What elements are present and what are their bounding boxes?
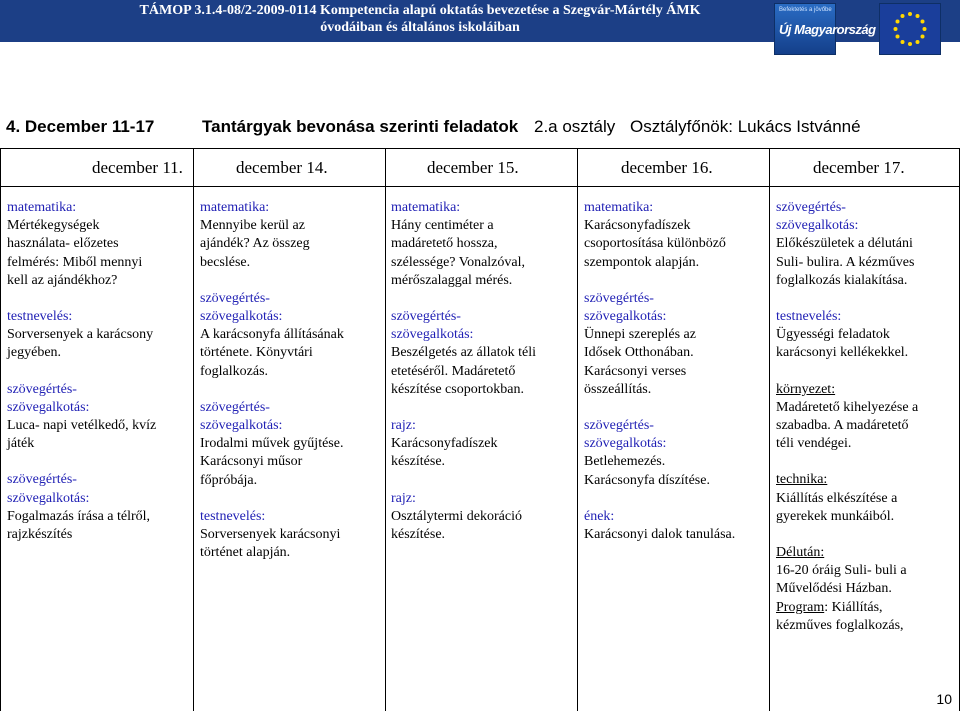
class-name: 2.a osztály xyxy=(534,117,616,136)
task-line: mérőszalaggal mérés. xyxy=(391,272,513,288)
task-line: Betlehemezés. xyxy=(584,454,666,470)
task-line: Karácsonyi dalok tanulása. xyxy=(584,527,736,543)
subject-label: technika: xyxy=(776,472,828,488)
subject-label: szövegértés- xyxy=(391,309,461,325)
task-block xyxy=(776,308,958,363)
task-line: ajándék? Az összeg xyxy=(200,236,310,252)
task-block xyxy=(391,417,575,472)
task-line: Hány centiméter a xyxy=(391,218,494,234)
subject-label: szövegértés- xyxy=(7,472,77,488)
table-top-border xyxy=(0,148,960,149)
subject-label: rajz: xyxy=(391,418,416,434)
task-line: használata- előzetes xyxy=(7,236,119,252)
task-line: Osztálytermi dekoráció xyxy=(391,508,523,524)
task-block xyxy=(7,471,191,544)
task-block xyxy=(584,417,767,490)
task-line: Fogalmazás írása a télről, xyxy=(7,508,151,524)
subject-label: matematika: xyxy=(391,200,461,215)
header-project-subtitle: óvodáiban és általános iskoláiban xyxy=(320,20,520,35)
task-line: felmérés: Miből mennyi xyxy=(7,254,143,270)
task-line: etetéséről. Madáretető xyxy=(391,363,516,379)
task-line: készítése csoportokban. xyxy=(391,381,524,397)
column-divider xyxy=(769,148,770,711)
task-line: A karácsonyfa állításának xyxy=(200,327,344,343)
subject-label: szövegalkotás: xyxy=(391,327,474,343)
date-cell: december 15. xyxy=(427,158,519,177)
table-left-border xyxy=(0,148,1,711)
task-block xyxy=(776,381,958,454)
subject-label: szövegértés- xyxy=(584,290,654,306)
logo-tagline: Befektetés a jövőbe xyxy=(779,7,832,13)
subject-label: szövegalkotás: xyxy=(7,399,90,415)
task-line: Sorversenyek karácsonyi xyxy=(200,527,341,543)
subject-label: környezet: xyxy=(776,381,836,397)
eu-flag-logo xyxy=(879,3,941,55)
task-line: jegyében. xyxy=(7,345,62,361)
task-block xyxy=(584,290,767,399)
task-block xyxy=(391,490,575,545)
task-block xyxy=(200,399,383,490)
subject-label: testnevelés: xyxy=(200,508,266,524)
date-cell: december 11. xyxy=(92,158,183,177)
task-line: Karácsonyi verses xyxy=(584,363,687,379)
task-line: szélessége? Vonalzóval, xyxy=(391,254,525,270)
subject-label: szövegértés- xyxy=(200,290,270,306)
task-line: Idősek Otthonában. xyxy=(584,345,694,361)
subject-label: szövegértés- xyxy=(200,399,270,415)
task-block xyxy=(7,381,191,454)
task-line: Madáretető kihelyezése a xyxy=(776,399,919,415)
day-column-2 xyxy=(200,199,383,580)
task-block xyxy=(200,199,383,272)
day-column-1 xyxy=(7,199,191,562)
subject-label: testnevelés: xyxy=(7,309,73,325)
date-cell: december 16. xyxy=(621,158,713,177)
task-line: karácsonyi kellékekkel. xyxy=(776,345,909,361)
task-line: Karácsonyfadíszek xyxy=(391,436,498,452)
week-title: 4. December 11-17 xyxy=(6,117,155,136)
program-label: Program xyxy=(776,599,825,615)
task-line: Ünnepi szereplés az xyxy=(584,327,696,343)
subject-label: szövegalkotás: xyxy=(584,309,667,325)
task-line: csoportosítása különböző xyxy=(584,236,726,252)
task-block xyxy=(391,199,575,290)
date-cell: december 17. xyxy=(813,158,905,177)
task-line: madáretető hossza, xyxy=(391,236,498,252)
task-block xyxy=(776,199,958,290)
task-line: téli vendégei. xyxy=(776,436,852,452)
task-line: gyerekek munkáiból. xyxy=(776,508,895,524)
page-number: 10 xyxy=(936,691,952,707)
task-block xyxy=(391,308,575,399)
task-line: készítése. xyxy=(391,527,446,543)
task-line: Mennyibe kerül az xyxy=(200,218,305,234)
task-line: összeállítás. xyxy=(584,381,652,397)
task-line: Sorversenyek a karácsony xyxy=(7,327,154,343)
task-block xyxy=(776,471,958,526)
subject-label: szövegértés- xyxy=(776,200,846,215)
subject-title: Tantárgyak bevonása szerinti feladatok xyxy=(202,117,519,136)
task-block xyxy=(7,308,191,363)
task-line: foglalkozás. xyxy=(200,363,269,379)
task-line: Karácsonyi műsor xyxy=(200,454,303,470)
subject-label: rajz: xyxy=(391,490,416,506)
task-line: 16-20 óráig Suli- buli a xyxy=(776,563,907,579)
task-block xyxy=(776,544,958,635)
eu-stars-icon xyxy=(880,4,940,54)
task-line: becslése. xyxy=(200,254,251,270)
task-line: készítése. xyxy=(391,454,446,470)
task-block xyxy=(584,508,767,544)
task-block xyxy=(584,199,767,272)
task-line: Suli- bulira. A kézműves xyxy=(776,254,915,270)
subject-label: testnevelés: xyxy=(776,309,842,325)
date-cell: december 14. xyxy=(236,158,328,177)
program-line xyxy=(776,599,958,617)
task-line: Karácsonyfa díszítése. xyxy=(584,472,710,488)
task-line: szempontok alapján. xyxy=(584,254,700,270)
column-divider xyxy=(385,148,386,711)
task-line: Művelődési Házban. xyxy=(776,581,892,597)
task-line: történet alapján. xyxy=(200,545,291,561)
subject-label: matematika: xyxy=(200,200,270,215)
task-line: Ügyességi feladatok xyxy=(776,327,890,343)
task-line: Mértékegységek xyxy=(7,218,100,234)
subject-label: szövegalkotás: xyxy=(200,309,283,325)
column-divider xyxy=(577,148,578,711)
task-line: Beszélgetés az állatok téli xyxy=(391,345,536,361)
task-line: főpróbája. xyxy=(200,472,258,488)
task-line: Irodalmi művek gyűjtése. xyxy=(200,436,344,452)
task-line: Kiállítás elkészítése a xyxy=(776,490,898,506)
subject-label: szövegértés- xyxy=(584,418,654,434)
subject-label: szövegalkotás: xyxy=(584,436,667,452)
afternoon-label: Délután: xyxy=(776,545,825,561)
subject-label: matematika: xyxy=(584,200,654,215)
day-column-4 xyxy=(584,199,767,562)
task-line: kell az ajándékhoz? xyxy=(7,272,118,288)
task-block xyxy=(7,199,191,290)
program-text: : Kiállítás, xyxy=(824,599,883,615)
task-block xyxy=(200,290,383,381)
task-line: Luca- napi vetélkedő, kvíz xyxy=(7,418,157,434)
day-column-3 xyxy=(391,199,575,562)
logo-wordmark: Új Magyarország xyxy=(779,22,876,37)
task-line: rajzkészítés xyxy=(7,527,73,543)
column-divider xyxy=(193,148,194,711)
subject-label: szövegalkotás: xyxy=(200,418,283,434)
task-line: foglalkozás kialakítása. xyxy=(776,272,908,288)
task-line: játék xyxy=(7,436,35,452)
header-project-title: TÁMOP 3.1.4-08/2-2009-0114 Kompetencia alapú oktatás bevezetése a Szegvár-Mártély ÁMK xyxy=(139,3,701,18)
uj-magyarorszag-logo xyxy=(774,3,876,55)
subject-label: ének: xyxy=(584,508,615,524)
task-line: Előkészületek a délutáni xyxy=(776,236,913,252)
task-line: története. Könyvtári xyxy=(200,345,313,361)
subject-label: matematika: xyxy=(7,200,77,215)
subject-label: szövegértés- xyxy=(7,381,77,397)
task-line: kézműves foglalkozás, xyxy=(776,617,904,633)
task-line: Karácsonyfadíszek xyxy=(584,218,691,234)
task-block xyxy=(200,508,383,563)
task-line: szabadba. A madáretető xyxy=(776,418,909,434)
class-teacher: Osztályfőnök: Lukács Istvánné xyxy=(630,117,861,136)
day-column-5 xyxy=(776,199,958,653)
table-header-divider xyxy=(0,186,960,187)
subject-label: szövegalkotás: xyxy=(7,490,90,506)
subject-label: szövegalkotás: xyxy=(776,218,859,234)
